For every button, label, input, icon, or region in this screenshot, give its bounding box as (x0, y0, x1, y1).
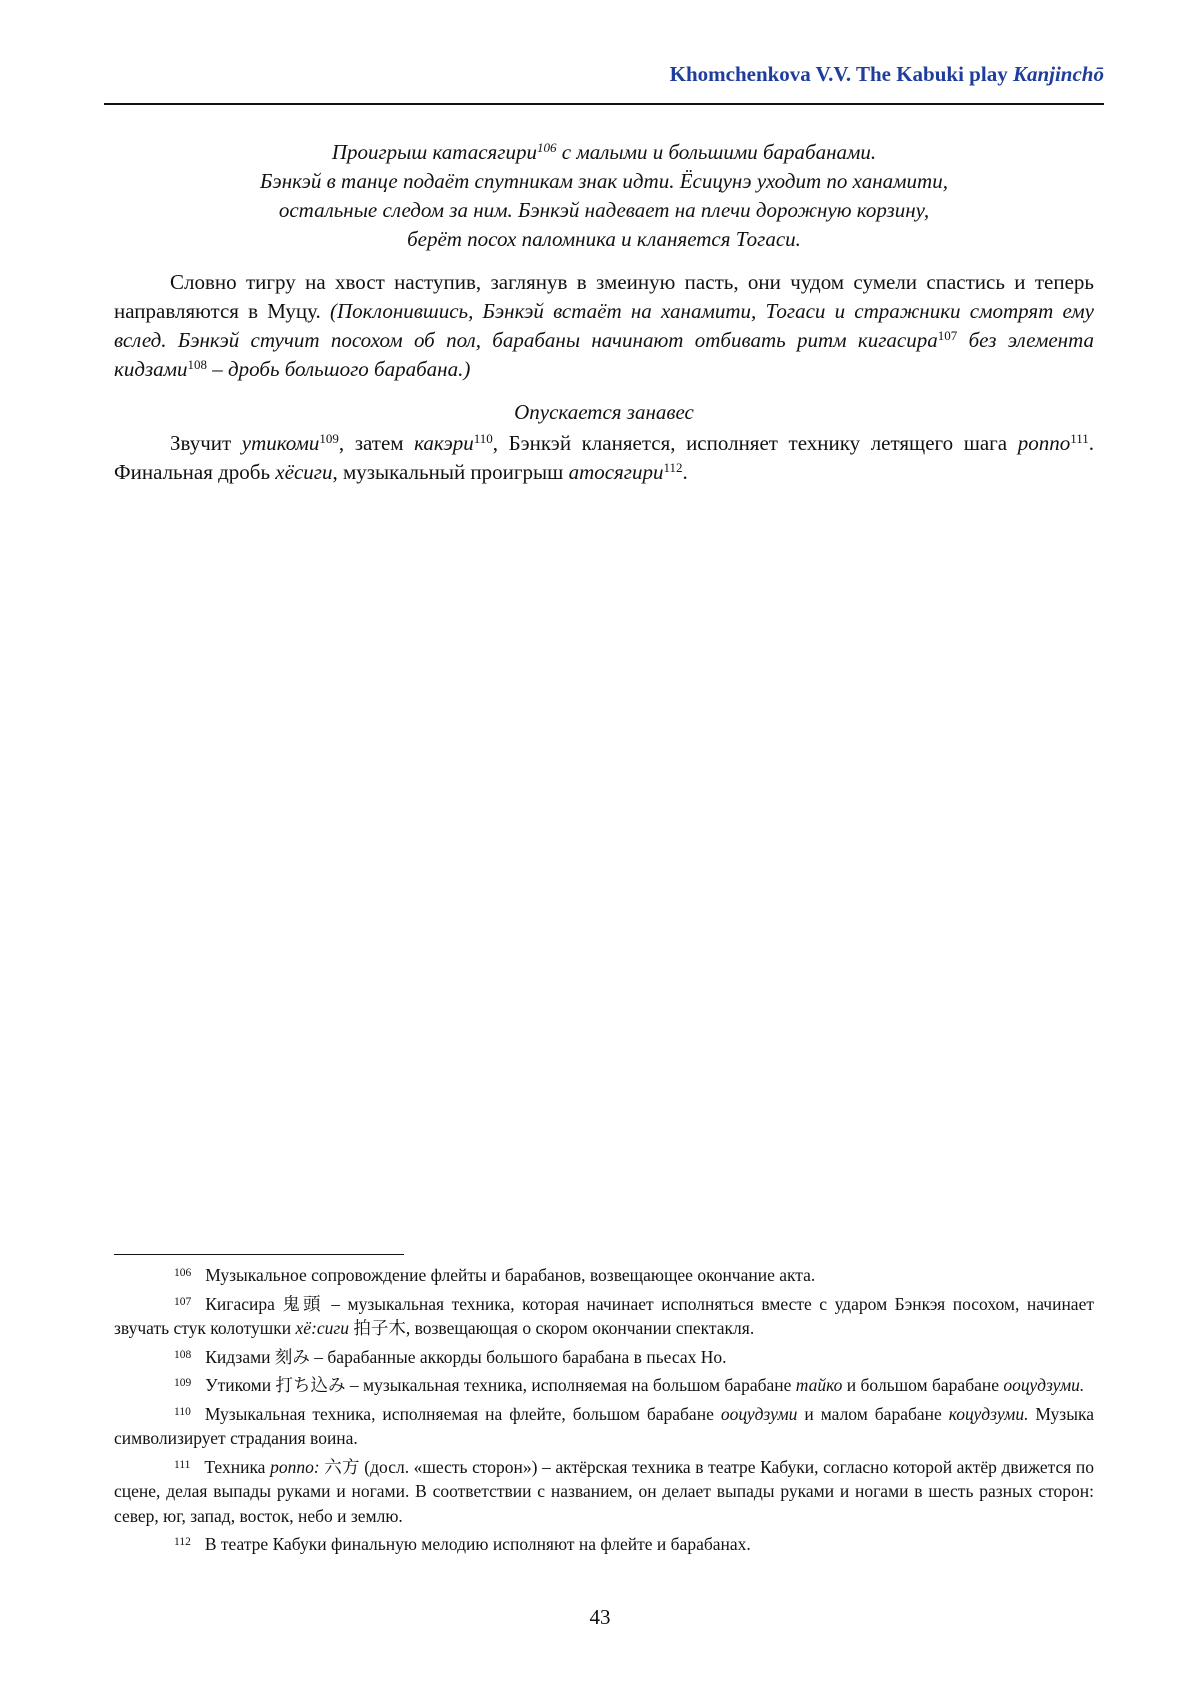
stage-line-3: остальные следом за ним. Бэнкэй надевает на плечи дорожную корзину, (278, 198, 930, 222)
stage-line-2: Бэнкэй в танце подаёт спутникам знак идти. Ёсицунэ уходит по ханамити, (260, 169, 948, 193)
footnote-number: 109 (174, 1377, 192, 1389)
footnote-number: 111 (174, 1458, 191, 1471)
footnote-text: Кигасира 鬼頭 – музыкальная техника, которая начинает исполняться вместе с ударом Бэнкэя посохом, начинает звучать стук колотушки (114, 1293, 1094, 1338)
paragraph-1 (114, 268, 1094, 384)
stage-line-1-a: Проигрыш катасягири (331, 140, 537, 164)
footnote-text: и большом барабане (842, 1375, 1004, 1395)
para2-text-1: Звучит (170, 431, 242, 455)
header-title: Khomchenkova V.V. The Kabuki play (669, 62, 1013, 86)
stage-line-1-b: с малыми и большими барабанами. (556, 140, 877, 164)
footnote-ref-108[interactable]: 108 (187, 357, 208, 372)
stage-direction (114, 138, 1094, 254)
footnote-ref-112[interactable]: 112 (663, 460, 683, 475)
para1-italic-1: (Поклонившись, Бэнкэй встаёт на ханамити, Тогаси и стражники смотрят ему вслед. Бэнкэй стучит посохом об пол, барабаны начинают отбивать ритм кигасира (114, 299, 1094, 352)
para1-text: Словно тигру на хвост наступив, заглянув в змеиную пасть, они чудом сумели спастись и теперь направляются в Муцу. (114, 270, 1094, 323)
para2-text-4: . Финальная дробь (114, 431, 1094, 484)
footnote-ref-106[interactable]: 106 (537, 140, 557, 155)
running-header (104, 62, 1104, 87)
footnote-106 (114, 1261, 1094, 1288)
footnote-text: 六方 (досл. «шесть сторон») – актёрская техника в театре Кабуки, согласно которой актёр движется по сцене, делая выпады руками и ногами. В соответствии с названием, он делает выпады руками и ногами в шесть разных сторон: север, юг, запад, восток, небо и землю. (114, 1456, 1095, 1526)
stage-line-1 (114, 138, 1094, 167)
footnote-text: и малом барабане (797, 1403, 949, 1424)
para1-italic-2: без элемента кидзами (114, 328, 1095, 381)
footnote-text: Техника (204, 1456, 271, 1477)
footnotes (114, 1261, 1094, 1559)
footnote-number: 108 (174, 1348, 192, 1361)
footnote-text: Кидзами 刻み – барабанные аккорды большого барабана в пьесах Но. (205, 1346, 727, 1367)
footnote-ref-110[interactable]: 110 (473, 431, 493, 446)
footnote-number: 112 (174, 1536, 191, 1548)
footnote-italic: ооцудзуми. (1003, 1375, 1085, 1395)
footnote-108 (114, 1343, 1094, 1370)
para2-italic-5: атосягири (568, 460, 664, 484)
para2-text-3: , Бэнкэй кланяется, исполняет технику летящего шага (492, 431, 1018, 455)
footnote-ref-111[interactable]: 111 (1070, 431, 1089, 446)
footnote-number: 110 (174, 1405, 191, 1418)
stage-line-4: берёт посох паломника и кланяется Тогаси. (407, 227, 801, 251)
header-rule (104, 103, 1104, 105)
footnote-110 (114, 1400, 1094, 1451)
footnote-111 (114, 1453, 1094, 1529)
footnote-text: 拍子木, возвещающая о скором окончании спектакля. (349, 1318, 755, 1338)
footnote-text: В театре Кабуки финальную мелодию исполняют на флейте и барабанах. (204, 1534, 751, 1554)
para2-italic-4: хёсиги (275, 460, 333, 484)
para2-text-2: , затем (338, 431, 415, 455)
para2-text-6: . (682, 460, 688, 484)
para2-italic-2: какэри (414, 431, 474, 455)
footnote-rule (114, 1254, 404, 1255)
footnote-italic: коцудзуми. (948, 1403, 1029, 1424)
footnote-109 (114, 1371, 1094, 1398)
para2-italic-1: утикоми (241, 431, 320, 455)
footnote-italic: роппо: (270, 1456, 320, 1477)
footnote-112 (114, 1530, 1094, 1557)
footnote-text: Музыкальная техника, исполняемая на флейте, большом барабане (204, 1403, 721, 1424)
header-title-italic: Kanjinchō (1012, 62, 1104, 86)
page-number: 43 (589, 1605, 611, 1629)
para2-text-5: , музыкальный проигрыш (332, 460, 569, 484)
para1-italic-3: – дробь большого барабана.) (207, 357, 471, 381)
footnote-ref-109[interactable]: 109 (319, 431, 339, 446)
footnote-italic: ооцудзуми (720, 1403, 798, 1424)
footnote-text: Утикоми 打ち込み – музыкальная техника, исполняемая на большом барабане (205, 1375, 796, 1395)
footnote-italic: хё:сиги (295, 1318, 349, 1338)
curtain-direction: Опускается занавес (514, 400, 694, 424)
footnote-107 (114, 1290, 1094, 1341)
paragraph-2 (114, 429, 1094, 487)
footnote-number: 107 (174, 1295, 192, 1308)
main-text (114, 138, 1094, 487)
footnote-text: Музыка символизирует страдания воина. (114, 1403, 1094, 1448)
footnote-ref-107[interactable]: 107 (937, 328, 958, 343)
footnote-number: 106 (174, 1267, 192, 1279)
para2-italic-3: роппо (1017, 431, 1071, 455)
footnote-italic: тайко (795, 1375, 843, 1395)
footnote-text: Музыкальное сопровождение флейты и барабанов, возвещающее окончание акта. (205, 1265, 816, 1285)
